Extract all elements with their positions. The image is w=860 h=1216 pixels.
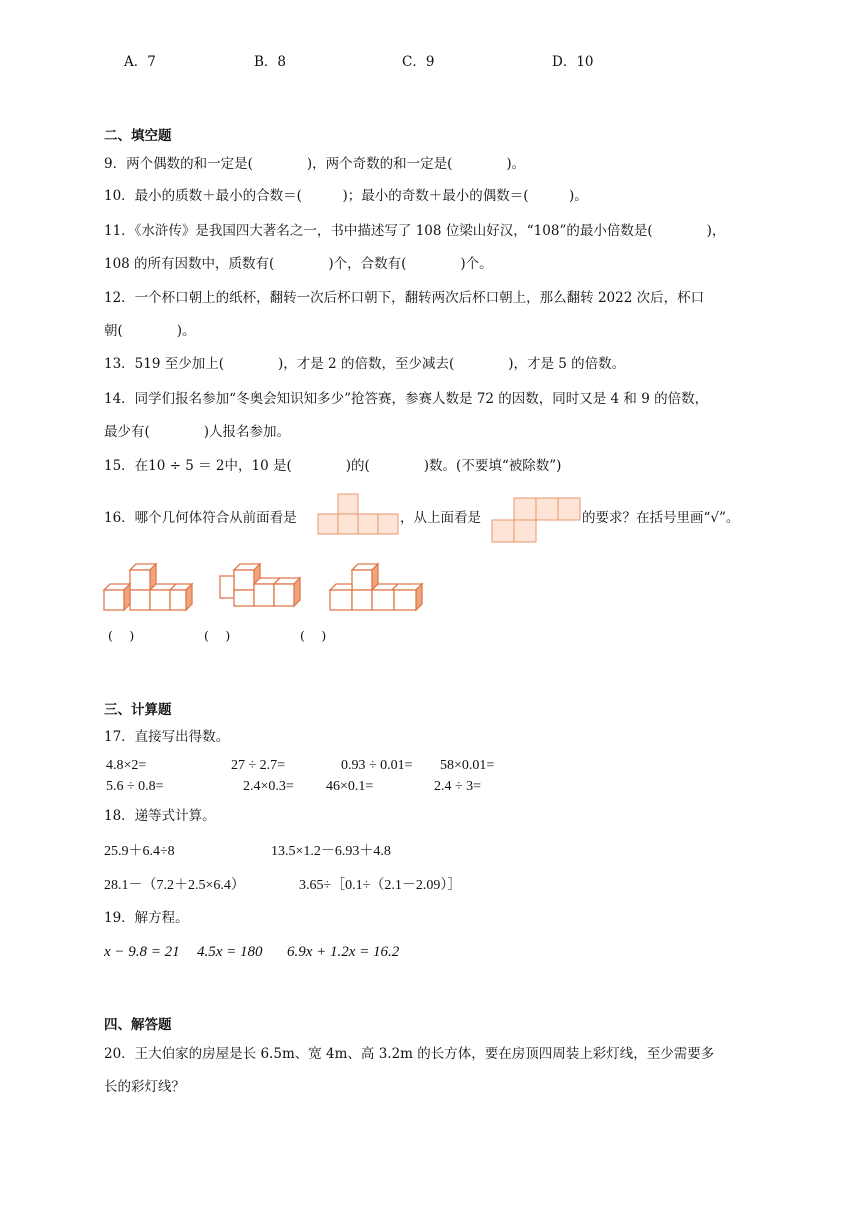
oral-calc-3: 0.93 ÷ 0.01= — [341, 758, 413, 773]
option-c: C．9 — [402, 54, 435, 70]
question-16-part-b: ，从上面看是 — [400, 510, 481, 526]
question-13: 13．519 至少加上( )，才是 2 的倍数，至少减去( )，才是 5 的倍数。 — [104, 356, 626, 372]
equation-1: x − 9.8 = 21 — [104, 944, 180, 960]
oral-calc-1: 4.8×2= — [106, 758, 147, 773]
step-calc-1: 25.9＋6.4÷8 — [104, 844, 175, 859]
section-fill-heading: 二、填空题 — [104, 128, 172, 144]
solid-option-1 — [104, 556, 196, 612]
question-14-line1: 14．同学们报名参加“冬奥会知识知多少”抢答赛，参赛人数是 72 的因数，同时又是 4 和 9 的倍数， — [104, 391, 709, 407]
section-solve-heading: 四、解答题 — [104, 1017, 172, 1033]
answer-bracket-2[interactable]: ( ) — [204, 628, 231, 643]
step-calc-3: 28.1－（7.2＋2.5×6.4） — [104, 878, 245, 893]
question-20-line2: 长的彩灯线？ — [104, 1079, 185, 1095]
solid-option-2 — [220, 556, 304, 612]
front-view-figure — [318, 494, 400, 538]
question-11-line1: 11．《水浒传》是我国四大著名之一，书中描述写了 108 位梁山好汉，“108”的最小倍数是( )， — [104, 223, 726, 239]
question-15: 15．在10 ÷ 5 ＝ 2中，10 是( )的( )数。(不要填“被除数”) — [104, 458, 562, 474]
oral-calc-5: 5.6 ÷ 0.8= — [106, 779, 164, 794]
option-b: B．8 — [254, 54, 287, 70]
question-12-line1: 12．一个杯口朝上的纸杯，翻转一次后杯口朝下，翻转两次后杯口朝上，那么翻转 2022 次后，杯口 — [104, 290, 705, 306]
question-17: 17．直接写出得数。 — [104, 729, 230, 745]
question-9: 9．两个偶数的和一定是( )，两个奇数的和一定是( )。 — [104, 156, 526, 172]
top-view-figure — [492, 498, 580, 542]
answer-bracket-3[interactable]: ( ) — [300, 628, 327, 643]
oral-calc-6: 2.4×0.3= — [243, 779, 294, 794]
equation-2: 4.5x = 180 — [197, 944, 263, 960]
equation-3: 6.9x + 1.2x = 16.2 — [287, 944, 400, 960]
step-calc-4: 3.65÷［0.1÷（2.1－2.09）］ — [299, 878, 462, 893]
oral-calc-8: 2.4 ÷ 3= — [434, 779, 482, 794]
oral-calc-2: 27 ÷ 2.7= — [231, 758, 286, 773]
question-19: 19．解方程。 — [104, 910, 189, 926]
question-12-line2: 朝( )。 — [104, 323, 196, 339]
option-d: D．10 — [552, 54, 594, 70]
oral-calc-7: 46×0.1= — [326, 779, 374, 794]
oral-calc-4: 58×0.01= — [440, 758, 495, 773]
step-calc-2: 13.5×1.2－6.93＋4.8 — [271, 844, 391, 859]
question-18: 18．递等式计算。 — [104, 808, 216, 824]
question-11-line2: 108 的所有因数中，质数有( )个，合数有( )个。 — [104, 256, 493, 272]
question-10: 10．最小的质数＋最小的合数＝( )；最小的奇数＋最小的偶数＝( )。 — [104, 188, 588, 204]
section-calc-heading: 三、计算题 — [104, 702, 172, 718]
answer-bracket-1[interactable]: ( ) — [108, 628, 135, 643]
option-a: A．7 — [124, 54, 156, 70]
solid-option-3 — [330, 556, 426, 612]
question-16-part-c: 的要求？在括号里画“√”。 — [582, 510, 740, 526]
question-16-part-a: 16．哪个几何体符合从前面看是 — [104, 510, 297, 526]
question-14-line2: 最少有( )人报名参加。 — [104, 424, 291, 440]
question-20-line1: 20．王大伯家的房屋是长 6.5m、宽 4m、高 3.2m 的长方体，要在房顶四周装上彩灯线，至少需要多 — [104, 1046, 715, 1062]
